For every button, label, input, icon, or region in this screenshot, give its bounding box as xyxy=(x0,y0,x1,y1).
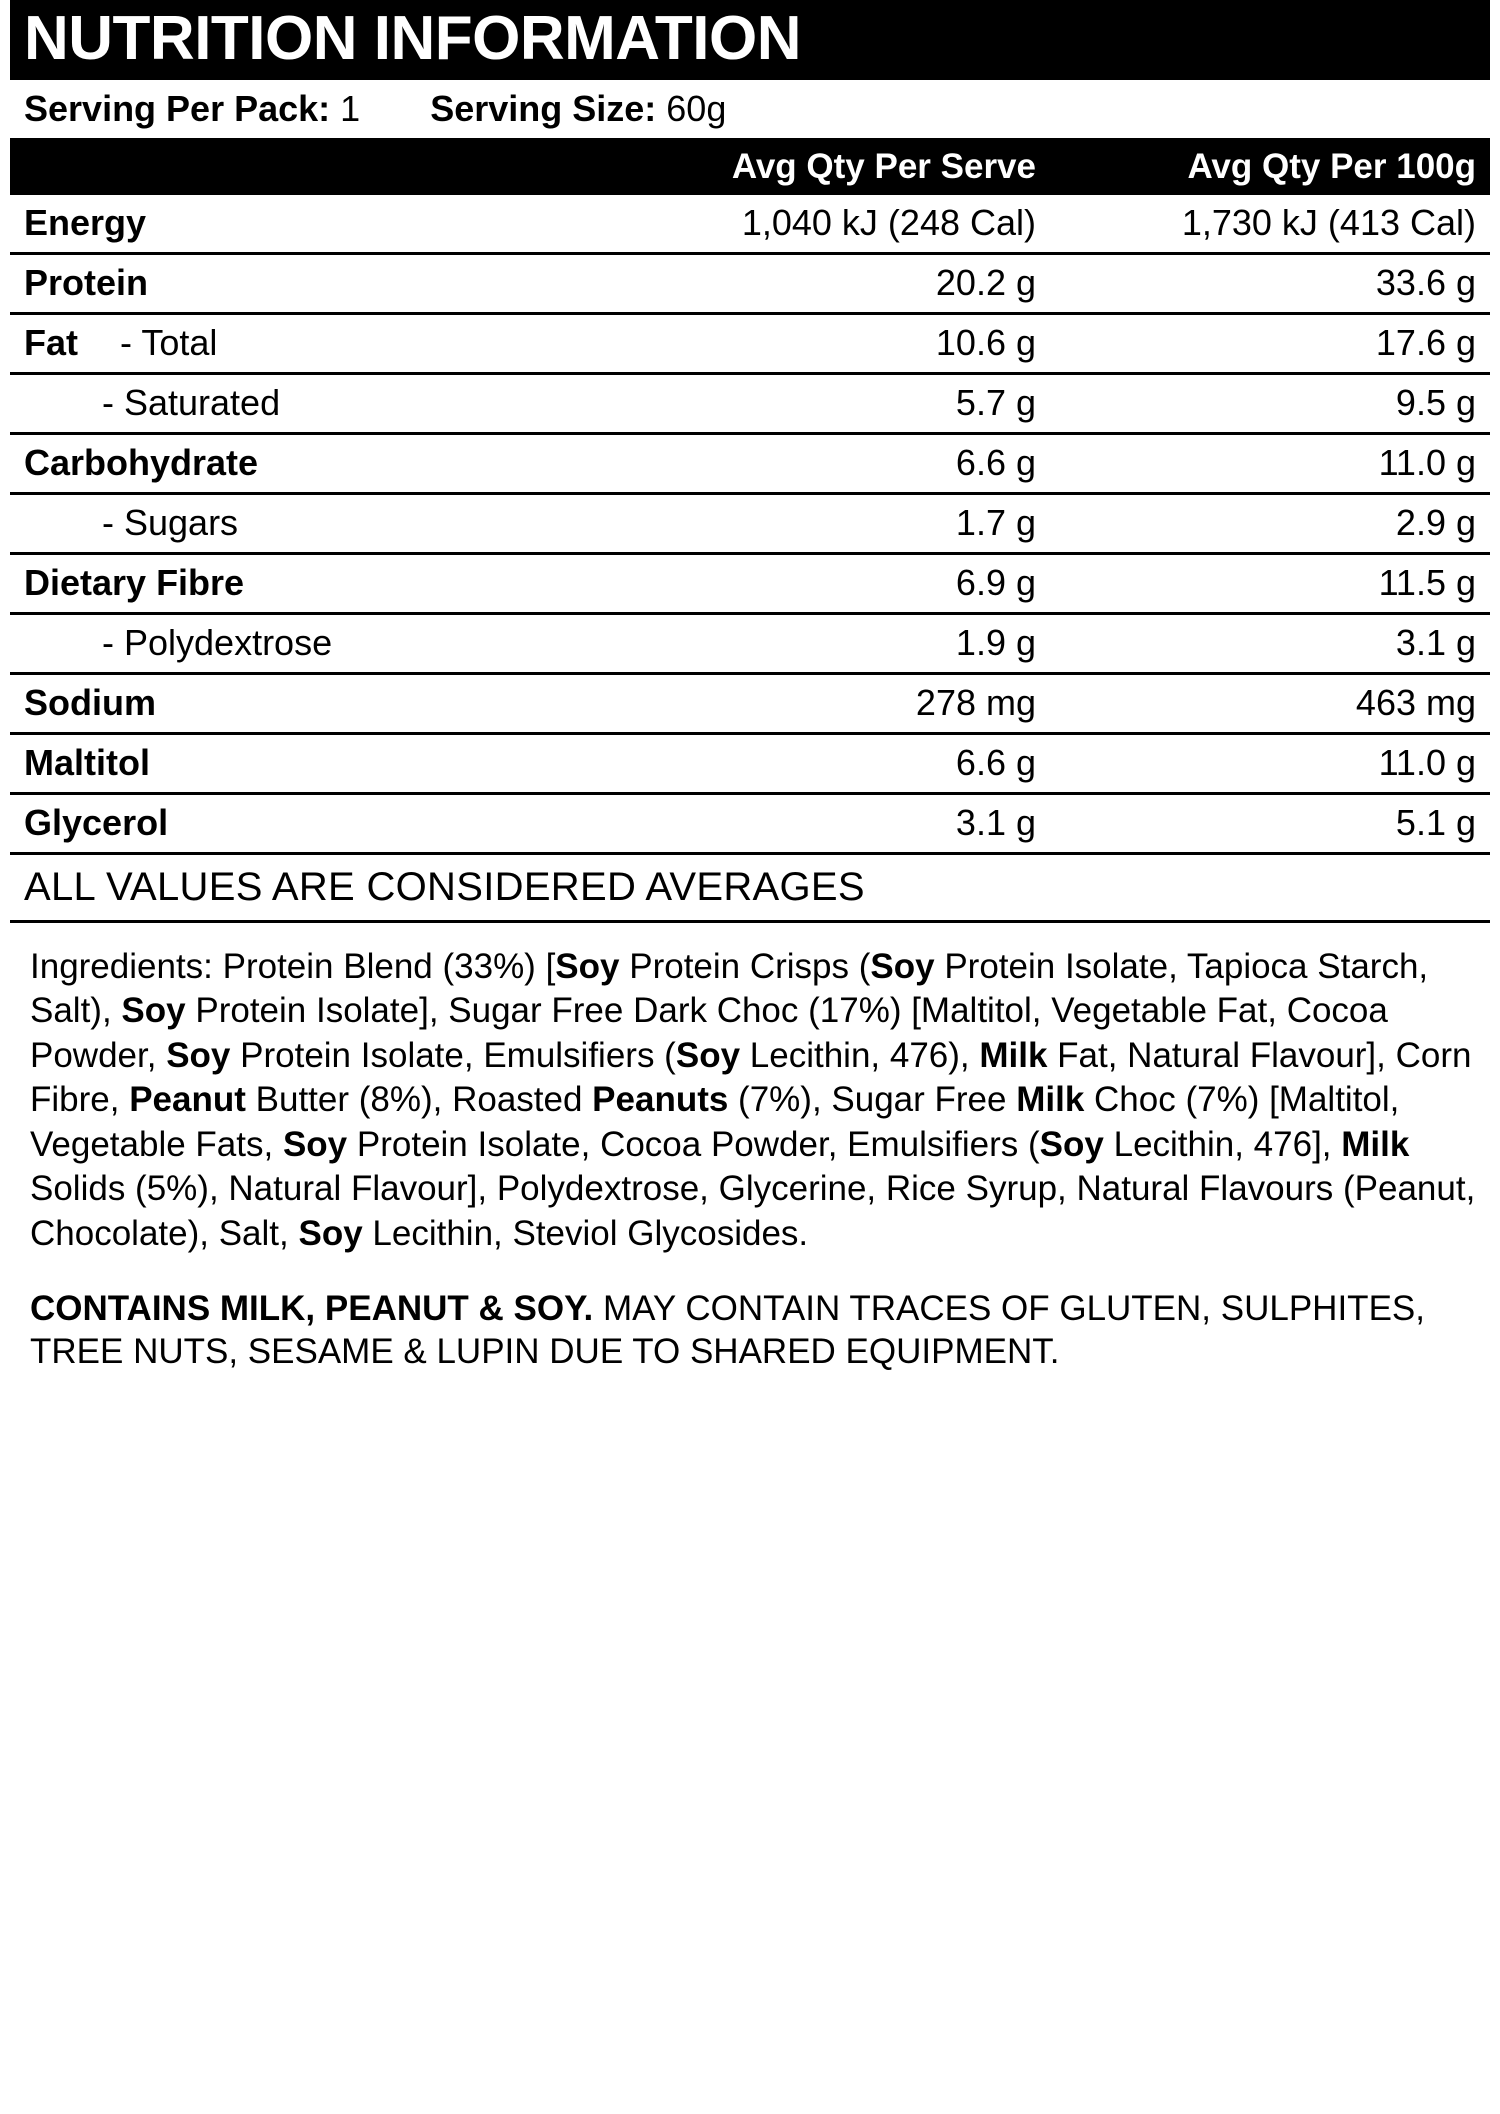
serving-per-pack-label: Serving Per Pack: xyxy=(24,88,331,129)
serving-size-value: 60g xyxy=(666,88,727,129)
nutrient-name-cell xyxy=(24,502,584,544)
value-per-serve: 6.6 g xyxy=(955,442,1036,483)
averages-note: ALL VALUES ARE CONSIDERED AVERAGES xyxy=(10,855,1490,923)
value-per-100g: 2.9 g xyxy=(1395,502,1476,543)
table-row xyxy=(10,195,1490,255)
nutrient-name-cell xyxy=(24,622,584,664)
nutrient-name-cell xyxy=(24,742,584,784)
value-per-100g: 463 mg xyxy=(1355,682,1476,723)
table-row xyxy=(10,495,1490,555)
value-per-100g: 1,730 kJ (413 Cal) xyxy=(1181,202,1476,243)
table-row xyxy=(10,435,1490,495)
nutrient-name: Glycerol xyxy=(24,802,169,843)
value-per-100g: 11.0 g xyxy=(1378,742,1476,783)
column-header-per-100g: Avg Qty Per 100g xyxy=(1187,147,1476,186)
serving-size-label: Serving Size: xyxy=(430,88,657,129)
nutrient-name: Dietary Fibre xyxy=(24,562,245,603)
serving-size xyxy=(430,88,726,130)
nutrient-name: - Saturated xyxy=(102,382,281,423)
column-header-nutrient xyxy=(24,147,584,187)
page-title: NUTRITION INFORMATION xyxy=(24,4,802,73)
nutrient-name: Fat xyxy=(24,322,78,363)
nutrient-name-cell xyxy=(24,262,584,304)
nutrient-name-cell xyxy=(24,802,584,844)
allergen-statement: CONTAINS MILK, PEANUT & SOY. MAY CONTAIN TRACES OF GLUTEN, SULPHITES, TREE NUTS, SESAME & LUPIN DUE TO SHARED EQUIPMENT. xyxy=(30,1289,1425,1371)
value-per-serve: 20.2 g xyxy=(935,262,1036,303)
value-per-100g: 17.6 g xyxy=(1375,322,1476,363)
nutrient-name-cell xyxy=(24,562,584,604)
table-row xyxy=(10,315,1490,375)
value-per-serve: 6.6 g xyxy=(955,742,1036,783)
value-per-100g: 11.5 g xyxy=(1378,562,1476,603)
nutrient-name-cell xyxy=(24,442,584,484)
nutrient-name-cell xyxy=(24,382,584,424)
value-per-serve: 1.7 g xyxy=(955,502,1036,543)
nutrient-name-cell xyxy=(24,682,584,724)
serving-info-row xyxy=(10,80,1490,141)
nutrient-name-cell xyxy=(24,202,584,244)
nutrient-name: Carbohydrate xyxy=(24,442,259,483)
table-row xyxy=(10,675,1490,735)
nutrient-name: - Polydextrose xyxy=(102,622,333,663)
ingredients-text: Ingredients: Protein Blend (33%) [Soy Protein Crisps (Soy Protein Isolate, Tapioca Starch, Salt), Soy Protein Isolate], Sugar Free Dark Choc (17%) [Maltitol, Vegetable Fat, Cocoa Powder, Soy Protein Isolate, Emulsifiers (Soy Lecithin, 476), Milk Fat, Natural Flavour], Corn Fibre, Peanut Butter (8%), Roasted Peanuts (7%), Sugar Free Milk Choc (7%) [Maltitol, Vegetable Fats, Soy Protein Isolate, Cocoa Powder, Emulsifiers (Soy Lecithin, 476], Milk Solids (5%), Natural Flavour], Polydextrose, Glycerine, Rice Syrup, Natural Flavours (Peanut, Chocolate), Salt, Soy Lecithin, Steviol Glycosides. xyxy=(30,947,1476,1253)
nutrient-name: Energy xyxy=(24,202,147,243)
nutrient-name: - Sugars xyxy=(102,502,239,543)
nutrient-name-qualifier: - Total xyxy=(120,322,218,363)
value-per-100g: 3.1 g xyxy=(1395,622,1476,663)
value-per-serve: 1,040 kJ (248 Cal) xyxy=(741,202,1036,243)
nutrient-name: Maltitol xyxy=(24,742,150,783)
nutrient-name: Protein xyxy=(24,262,149,303)
nutrition-table-header xyxy=(10,141,1490,195)
value-per-serve: 1.9 g xyxy=(955,622,1036,663)
table-row xyxy=(10,375,1490,435)
table-row xyxy=(10,735,1490,795)
value-per-serve: 6.9 g xyxy=(955,562,1036,603)
table-row xyxy=(10,795,1490,855)
value-per-serve: 3.1 g xyxy=(955,802,1036,843)
value-per-100g: 9.5 g xyxy=(1395,382,1476,423)
value-per-serve: 5.7 g xyxy=(955,382,1036,423)
nutrition-title-bar xyxy=(10,0,1490,80)
serving-per-pack-value: 1 xyxy=(340,88,361,129)
nutrient-name: Sodium xyxy=(24,682,156,723)
table-row xyxy=(10,555,1490,615)
value-per-100g: 5.1 g xyxy=(1395,802,1476,843)
value-per-serve: 278 mg xyxy=(915,682,1036,723)
nutrient-name-cell xyxy=(24,322,584,364)
nutrition-table-body xyxy=(10,195,1490,855)
column-header-per-serve: Avg Qty Per Serve xyxy=(731,147,1036,186)
serving-per-pack xyxy=(24,88,360,130)
value-per-100g: 33.6 g xyxy=(1375,262,1476,303)
table-row xyxy=(10,255,1490,315)
value-per-serve: 10.6 g xyxy=(935,322,1036,363)
value-per-100g: 11.0 g xyxy=(1378,442,1476,483)
table-row xyxy=(10,615,1490,675)
